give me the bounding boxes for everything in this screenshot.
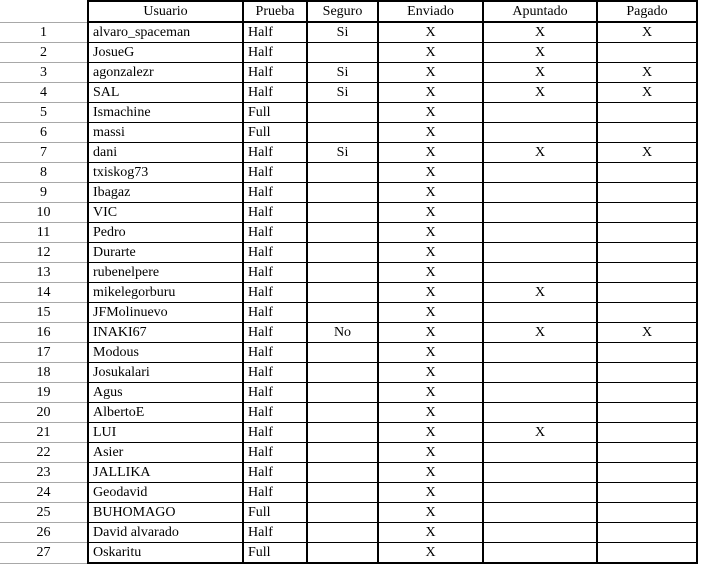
cell-enviado[interactable]: X [378,323,483,343]
cell-seguro[interactable] [307,183,378,203]
cell-pagado[interactable] [597,163,697,183]
row-number-cell[interactable]: 18 [0,363,88,383]
row-number-cell[interactable]: 26 [0,523,88,543]
cell-prueba[interactable]: Half [243,263,307,283]
cell-seguro[interactable] [307,223,378,243]
cell-usuario[interactable]: Oskaritu [88,543,243,564]
row-number-cell[interactable]: 10 [0,203,88,223]
row-number-cell[interactable]: 24 [0,483,88,503]
cell-pagado[interactable] [597,263,697,283]
cell-pagado[interactable] [597,123,697,143]
cell-enviado[interactable]: X [378,403,483,423]
cell-prueba[interactable]: Half [243,483,307,503]
cell-apuntado[interactable] [483,183,597,203]
row-number-cell[interactable]: 19 [0,383,88,403]
cell-seguro[interactable] [307,343,378,363]
cell-apuntado[interactable] [483,343,597,363]
cell-apuntado[interactable]: X [483,22,597,43]
row-number-cell[interactable]: 8 [0,163,88,183]
row-number-cell[interactable]: 14 [0,283,88,303]
cell-prueba[interactable]: Half [243,303,307,323]
cell-seguro[interactable] [307,523,378,543]
cell-usuario[interactable]: David alvarado [88,523,243,543]
cell-seguro[interactable] [307,483,378,503]
cell-apuntado[interactable] [483,303,597,323]
cell-enviado[interactable]: X [378,22,483,43]
cell-prueba[interactable]: Half [243,83,307,103]
cell-prueba[interactable]: Half [243,183,307,203]
table-row[interactable] [0,263,697,283]
cell-enviado[interactable]: X [378,143,483,163]
cell-apuntado[interactable] [483,383,597,403]
cell-prueba[interactable]: Half [243,363,307,383]
cell-apuntado[interactable] [483,463,597,483]
row-number-cell[interactable]: 7 [0,143,88,163]
cell-apuntado[interactable] [483,443,597,463]
cell-usuario[interactable]: LUI [88,423,243,443]
row-number-cell[interactable]: 6 [0,123,88,143]
cell-pagado[interactable] [597,243,697,263]
cell-apuntado[interactable] [483,523,597,543]
cell-pagado[interactable] [597,103,697,123]
table-row[interactable] [0,163,697,183]
cell-pagado[interactable] [597,503,697,523]
cell-pagado[interactable] [597,183,697,203]
cell-prueba[interactable]: Half [243,423,307,443]
table-row[interactable] [0,343,697,363]
table-row[interactable] [0,43,697,63]
column-header-usuario[interactable]: Usuario [88,1,243,22]
cell-usuario[interactable]: BUHOMAGO [88,503,243,523]
table-row[interactable] [0,223,697,243]
cell-pagado[interactable] [597,203,697,223]
cell-pagado[interactable] [597,443,697,463]
cell-apuntado[interactable]: X [483,143,597,163]
cell-apuntado[interactable]: X [483,423,597,443]
cell-seguro[interactable]: Si [307,22,378,43]
table-row[interactable] [0,403,697,423]
cell-enviado[interactable]: X [378,203,483,223]
cell-pagado[interactable]: X [597,83,697,103]
cell-seguro[interactable] [307,463,378,483]
table-row[interactable] [0,523,697,543]
cell-pagado[interactable] [597,283,697,303]
cell-seguro[interactable]: Si [307,143,378,163]
cell-enviado[interactable]: X [378,423,483,443]
row-number-cell[interactable]: 12 [0,243,88,263]
cell-pagado[interactable] [597,463,697,483]
cell-seguro[interactable] [307,363,378,383]
cell-apuntado[interactable]: X [483,283,597,303]
column-header-pagado[interactable]: Pagado [597,1,697,22]
table-row[interactable] [0,423,697,443]
cell-seguro[interactable] [307,303,378,323]
cell-enviado[interactable]: X [378,223,483,243]
column-header-enviado[interactable]: Enviado [378,1,483,22]
row-number-cell[interactable]: 15 [0,303,88,323]
cell-usuario[interactable]: Pedro [88,223,243,243]
table-row[interactable] [0,123,697,143]
row-number-cell[interactable]: 13 [0,263,88,283]
cell-apuntado[interactable]: X [483,323,597,343]
cell-pagado[interactable]: X [597,63,697,83]
cell-pagado[interactable]: X [597,323,697,343]
cell-enviado[interactable]: X [378,463,483,483]
cell-usuario[interactable]: Geodavid [88,483,243,503]
cell-enviado[interactable]: X [378,263,483,283]
row-number-cell[interactable]: 2 [0,43,88,63]
cell-usuario[interactable]: rubenelpere [88,263,243,283]
cell-enviado[interactable]: X [378,283,483,303]
column-header-prueba[interactable]: Prueba [243,1,307,22]
cell-usuario[interactable]: VIC [88,203,243,223]
cell-pagado[interactable] [597,543,697,564]
cell-pagado[interactable]: X [597,143,697,163]
table-row[interactable] [0,443,697,463]
cell-usuario[interactable]: agonzalezr [88,63,243,83]
cell-pagado[interactable] [597,363,697,383]
cell-prueba[interactable]: Half [243,203,307,223]
cell-apuntado[interactable] [483,403,597,423]
table-row[interactable] [0,83,697,103]
cell-enviado[interactable]: X [378,303,483,323]
cell-usuario[interactable]: Modous [88,343,243,363]
cell-pagado[interactable] [597,423,697,443]
cell-prueba[interactable]: Half [243,523,307,543]
cell-prueba[interactable]: Half [243,283,307,303]
cell-enviado[interactable]: X [378,43,483,63]
cell-seguro[interactable] [307,503,378,523]
cell-pagado[interactable] [597,43,697,63]
table-row[interactable] [0,203,697,223]
cell-enviado[interactable]: X [378,343,483,363]
row-number-cell[interactable]: 25 [0,503,88,523]
cell-usuario[interactable]: alvaro_spaceman [88,22,243,43]
cell-prueba[interactable]: Half [243,463,307,483]
row-number-cell[interactable]: 27 [0,543,88,564]
cell-apuntado[interactable] [483,243,597,263]
cell-pagado[interactable] [597,383,697,403]
table-row[interactable] [0,323,697,343]
row-number-cell[interactable]: 4 [0,83,88,103]
column-header-seguro[interactable]: Seguro [307,1,378,22]
cell-pagado[interactable] [597,223,697,243]
cell-seguro[interactable]: No [307,323,378,343]
column-header-apuntado[interactable]: Apuntado [483,1,597,22]
cell-seguro[interactable] [307,383,378,403]
row-number-cell[interactable]: 3 [0,63,88,83]
cell-enviado[interactable]: X [378,483,483,503]
cell-enviado[interactable]: X [378,243,483,263]
table-body [0,22,697,563]
row-number-cell[interactable]: 11 [0,223,88,243]
table-row[interactable] [0,63,697,83]
cell-enviado[interactable]: X [378,443,483,463]
cell-seguro[interactable] [307,403,378,423]
cell-seguro[interactable] [307,43,378,63]
table-row[interactable] [0,463,697,483]
cell-pagado[interactable] [597,343,697,363]
cell-prueba[interactable]: Full [243,543,307,564]
table-row[interactable] [0,303,697,323]
cell-apuntado[interactable]: X [483,43,597,63]
cell-pagado[interactable] [597,483,697,503]
cell-prueba[interactable]: Half [243,243,307,263]
cell-enviado[interactable]: X [378,63,483,83]
cell-usuario[interactable]: JFMolinuevo [88,303,243,323]
cell-prueba[interactable]: Half [243,43,307,63]
cell-apuntado[interactable] [483,103,597,123]
cell-usuario[interactable]: mikelegorburu [88,283,243,303]
cell-seguro[interactable] [307,423,378,443]
row-number-cell[interactable]: 1 [0,22,88,43]
cell-seguro[interactable] [307,283,378,303]
cell-apuntado[interactable]: X [483,83,597,103]
cell-seguro[interactable]: Si [307,63,378,83]
cell-enviado[interactable]: X [378,543,483,564]
cell-seguro[interactable] [307,263,378,283]
cell-pagado[interactable] [597,523,697,543]
row-number-header [0,1,88,22]
cell-apuntado[interactable] [483,543,597,564]
row-number-cell[interactable]: 21 [0,423,88,443]
cell-apuntado[interactable] [483,123,597,143]
cell-usuario[interactable]: JosueG [88,43,243,63]
cell-prueba[interactable]: Half [243,343,307,363]
cell-pagado[interactable] [597,403,697,423]
cell-usuario[interactable]: Durarte [88,243,243,263]
cell-enviado[interactable]: X [378,363,483,383]
table-row[interactable] [0,143,697,163]
cell-usuario[interactable]: massi [88,123,243,143]
header-row [0,1,697,22]
cell-seguro[interactable] [307,443,378,463]
row-number-cell[interactable]: 16 [0,323,88,343]
table-row[interactable] [0,383,697,403]
table-row[interactable] [0,183,697,203]
cell-pagado[interactable]: X [597,22,697,43]
cell-prueba[interactable]: Full [243,103,307,123]
table-row[interactable] [0,363,697,383]
cell-seguro[interactable] [307,543,378,564]
cell-usuario[interactable]: Ismachine [88,103,243,123]
cell-apuntado[interactable]: X [483,63,597,83]
cell-usuario[interactable]: AlbertoE [88,403,243,423]
cell-enviado[interactable]: X [378,123,483,143]
cell-prueba[interactable]: Half [243,163,307,183]
cell-enviado[interactable]: X [378,83,483,103]
cell-prueba[interactable]: Half [243,383,307,403]
table-row[interactable] [0,503,697,523]
cell-apuntado[interactable] [483,503,597,523]
cell-seguro[interactable] [307,243,378,263]
cell-enviado[interactable]: X [378,503,483,523]
cell-prueba[interactable]: Full [243,123,307,143]
row-number-cell[interactable]: 20 [0,403,88,423]
cell-usuario[interactable]: Ibagaz [88,183,243,203]
cell-apuntado[interactable] [483,363,597,383]
cell-usuario[interactable]: Agus [88,383,243,403]
row-number-cell[interactable]: 23 [0,463,88,483]
cell-pagado[interactable] [597,303,697,323]
cell-prueba[interactable]: Half [243,223,307,243]
cell-usuario[interactable]: INAKI67 [88,323,243,343]
cell-usuario[interactable]: Josukalari [88,363,243,383]
cell-usuario[interactable]: Asier [88,443,243,463]
table-row[interactable] [0,243,697,263]
cell-usuario[interactable]: JALLIKA [88,463,243,483]
cell-apuntado[interactable] [483,263,597,283]
table-row[interactable] [0,483,697,503]
cell-enviado[interactable]: X [378,523,483,543]
cell-enviado[interactable]: X [378,383,483,403]
cell-usuario[interactable]: txiskog73 [88,163,243,183]
cell-usuario[interactable]: SAL [88,83,243,103]
row-number-cell[interactable]: 9 [0,183,88,203]
table-row[interactable] [0,543,697,564]
cell-usuario[interactable]: dani [88,143,243,163]
table-header [0,1,697,22]
table-row[interactable] [0,103,697,123]
cell-prueba[interactable]: Half [243,323,307,343]
cell-apuntado[interactable] [483,483,597,503]
row-number-cell[interactable]: 5 [0,103,88,123]
cell-seguro[interactable] [307,123,378,143]
cell-prueba[interactable]: Half [243,443,307,463]
table-row[interactable] [0,283,697,303]
cell-apuntado[interactable] [483,223,597,243]
cell-apuntado[interactable] [483,203,597,223]
cell-enviado[interactable]: X [378,183,483,203]
cell-seguro[interactable] [307,103,378,123]
cell-enviado[interactable]: X [378,163,483,183]
row-number-cell[interactable]: 22 [0,443,88,463]
cell-prueba[interactable]: Half [243,22,307,43]
cell-enviado[interactable]: X [378,103,483,123]
cell-apuntado[interactable] [483,163,597,183]
table-row[interactable] [0,22,697,43]
cell-prueba[interactable]: Half [243,143,307,163]
cell-prueba[interactable]: Half [243,403,307,423]
cell-seguro[interactable]: Si [307,83,378,103]
row-number-cell[interactable]: 17 [0,343,88,363]
cell-prueba[interactable]: Full [243,503,307,523]
cell-seguro[interactable] [307,163,378,183]
cell-prueba[interactable]: Half [243,63,307,83]
cell-seguro[interactable] [307,203,378,223]
